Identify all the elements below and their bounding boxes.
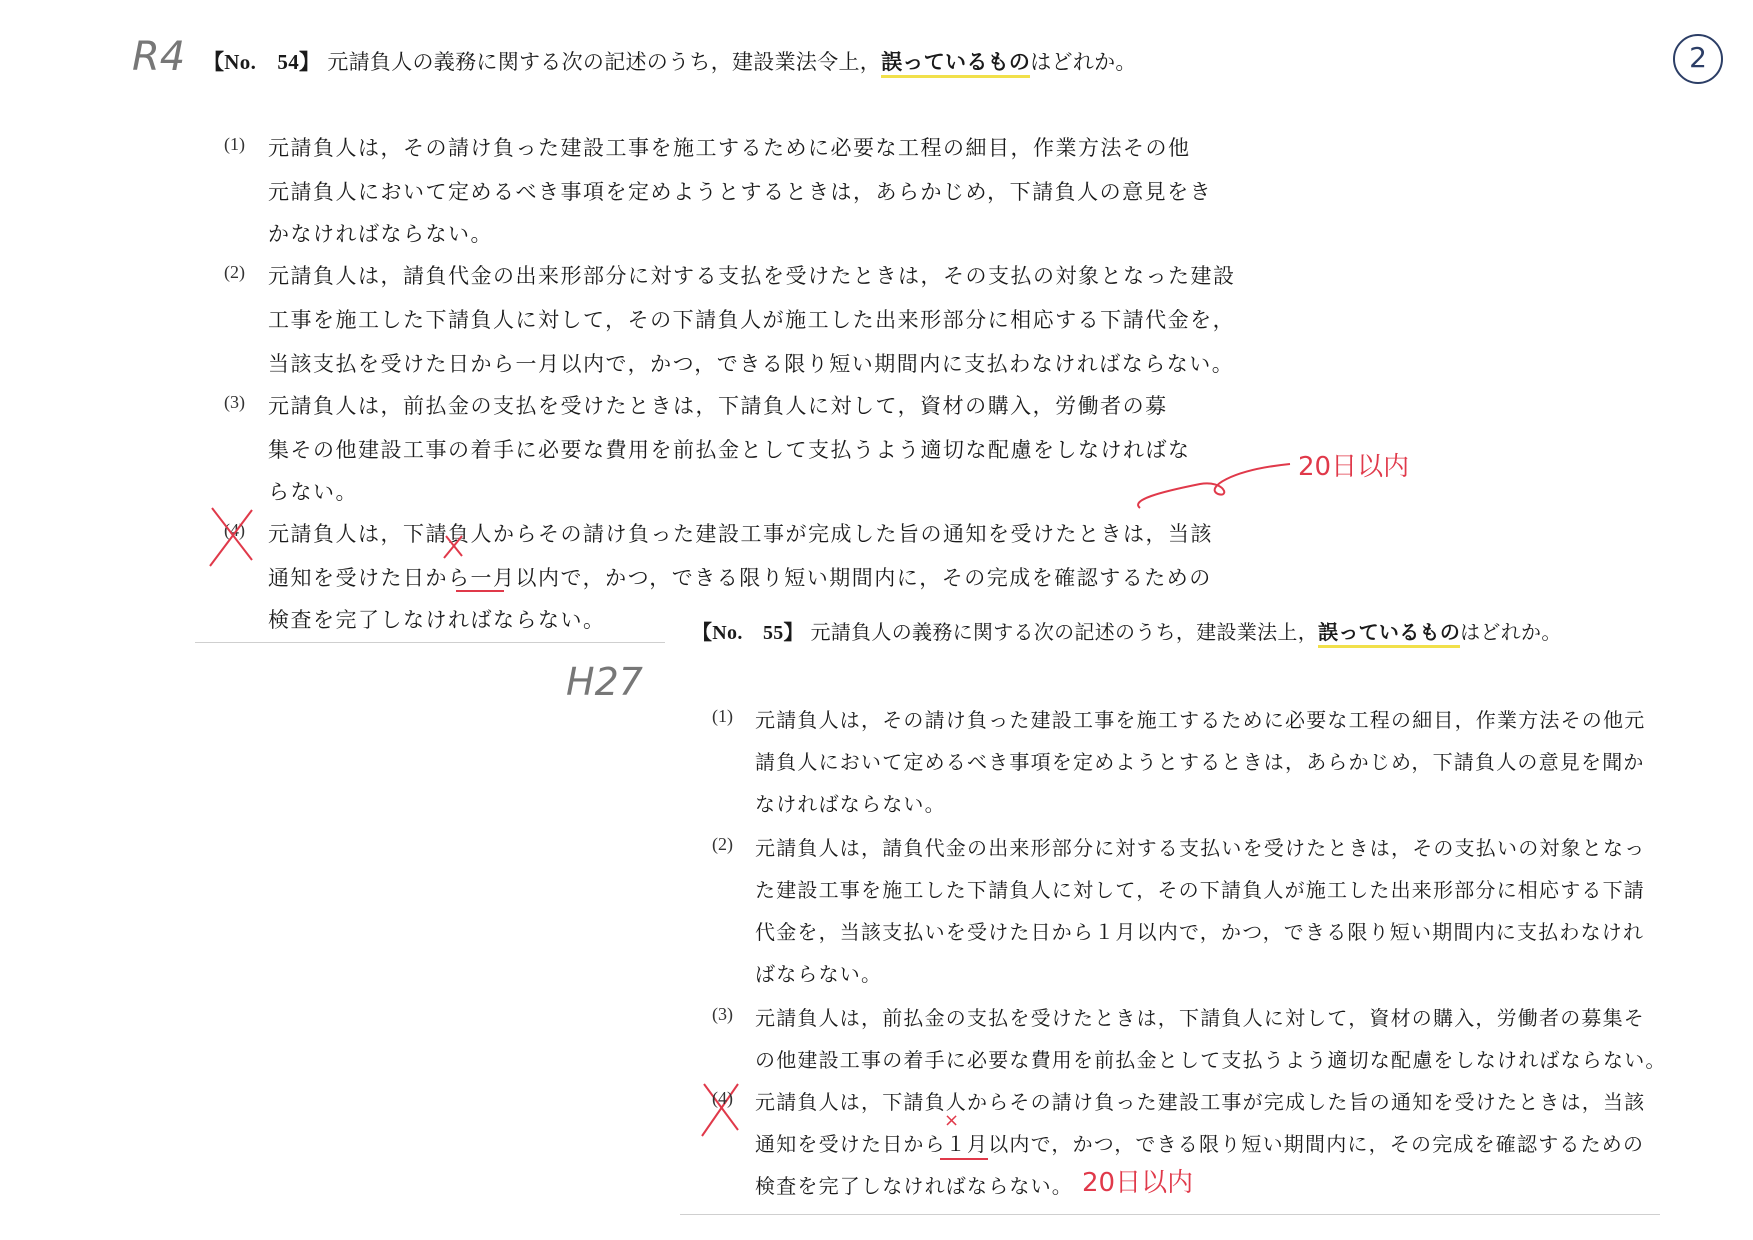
q54-opt3-mark: (3) bbox=[224, 392, 245, 412]
q54-prompt-highlight: 誤っているもの bbox=[881, 49, 1030, 78]
q55-opt4-line2: 通知を受けた日から１月以内で，かつ，できる限り短い期間内に，その完成を確認するための bbox=[755, 1132, 1645, 1156]
q55-opt1-line1: 元請負人は，その請け負った建設工事を施工するために必要な工程の細目，作業方法その他元 bbox=[755, 708, 1646, 732]
q55-bottom-divider bbox=[680, 1214, 1660, 1215]
q54-opt3-line3: らない。 bbox=[268, 480, 358, 504]
q55-number: 【No. 55】 bbox=[692, 622, 804, 644]
q54-small-cross-icon bbox=[444, 536, 462, 558]
q55-opt4-line3: 検査を完了しなければならない。 bbox=[755, 1174, 1073, 1198]
q55-opt4-mark: (4) bbox=[712, 1088, 733, 1108]
q54-opt2-line2: 工事を施工した下請負人に対して，その下請負人が施工した出来形部分に相応する下請代金を， bbox=[268, 308, 1236, 332]
q55-prompt-end: はどれか。 bbox=[1460, 620, 1562, 644]
q55-opt2-mark: (2) bbox=[712, 834, 733, 854]
q54-opt4-line3: 検査を完了しなければならない。 bbox=[268, 608, 606, 632]
q54-number: 【No. 54】 bbox=[203, 50, 321, 74]
q54-opt2-line1: 元請負人は，請負代金の出来形部分に対する支払を受けたときは，その支払の対象となった建設 bbox=[268, 264, 1236, 288]
q54-opt3-line1: 元請負人は，前払金の支払を受けたときは，下請負人に対して，資材の購入，労働者の募 bbox=[268, 394, 1168, 418]
q55-prompt-highlight: 誤っているもの bbox=[1318, 620, 1460, 648]
q55-opt2-line2: た建設工事を施工した下請負人に対して，その下請負人が施工した出来形部分に相応する下請 bbox=[755, 878, 1645, 902]
q55-opt1-line2: 請負人において定めるべき事項を定めようとするときは，あらかじめ，下請負人の意見を聞か bbox=[755, 750, 1645, 774]
q55-header bbox=[692, 616, 1562, 645]
q55-opt1-line3: なければならない。 bbox=[755, 792, 946, 816]
q55-opt3-mark: (3) bbox=[712, 1004, 733, 1024]
q54-opt1-line2: 元請負人において定めるべき事項を定めようとするときは，あらかじめ，下請負人の意見をき bbox=[268, 180, 1213, 204]
q54-opt1-mark: (1) bbox=[224, 134, 245, 154]
q55-prompt: 元請負人の義務に関する次の記述のうち，建設業法上， bbox=[810, 620, 1319, 644]
q55-opt1-mark: (1) bbox=[712, 706, 733, 726]
q54-opt1-line1: 元請負人は，その請け負った建設工事を施工するために必要な工程の細目，作業方法その他 bbox=[268, 136, 1191, 160]
q54-opt4-mark: (4) bbox=[224, 520, 245, 540]
q55-handwritten-note: 20日以内 bbox=[1082, 1168, 1194, 1198]
q55-opt4-line1: 元請負人は，下請負人からその請け負った建設工事が完成した旨の通知を受けたときは，当該 bbox=[755, 1090, 1646, 1114]
q55-opt2-line4: ばならない。 bbox=[755, 962, 883, 986]
q55-underline-1tsuki bbox=[940, 1158, 988, 1160]
q54-opt1-line3: かなければならない。 bbox=[268, 222, 493, 246]
q54-underline-ichigatsu bbox=[456, 590, 504, 592]
page-number-circle: 2 bbox=[1673, 34, 1723, 84]
q54-opt4-line2: 通知を受けた日から一月以内で，かつ，できる限り短い期間内に，その完成を確認するための bbox=[268, 566, 1212, 590]
handwritten-r4-label: R4 bbox=[132, 34, 186, 80]
q55-opt2-line3: 代金を，当該支払いを受けた日から１月以内で，かつ，できる限り短い期間内に支払わなけれ bbox=[755, 920, 1645, 944]
q54-cross-icon bbox=[210, 508, 252, 566]
q54-opt3-line2: 集その他建設工事の着手に必要な費用を前払金として支払うよう適切な配慮をしなければな bbox=[268, 438, 1191, 462]
q54-opt2-mark: (2) bbox=[224, 262, 245, 282]
q54-arrow-icon bbox=[1138, 464, 1290, 508]
handwritten-h27-label: H27 bbox=[566, 660, 643, 704]
q54-handwritten-note: 20日以内 bbox=[1298, 452, 1410, 482]
q54-prompt: 元請負人の義務に関する次の記述のうち，建設業法令上， bbox=[327, 50, 882, 74]
q55-small-cross-mark: × bbox=[944, 1110, 960, 1131]
q55-opt3-line2: の他建設工事の着手に必要な費用を前払金として支払うよう適切な配慮をしなければならない。 bbox=[755, 1048, 1667, 1072]
q54-opt2-line3: 当該支払を受けた日から一月以内で，かつ，できる限り短い期間内に支払わなければならない。 bbox=[268, 352, 1235, 376]
q54-prompt-end: はどれか。 bbox=[1030, 50, 1137, 74]
q55-opt2-line1: 元請負人は，請負代金の出来形部分に対する支払いを受けたときは，その支払いの対象となっ bbox=[755, 836, 1646, 860]
q55-opt3-line1: 元請負人は，前払金の支払を受けたときは，下請負人に対して，資材の購入，労働者の募集そ bbox=[755, 1006, 1645, 1030]
q54-opt4-line1: 元請負人は，下請負人からその請け負った建設工事が完成した旨の通知を受けたときは，当該 bbox=[268, 522, 1213, 546]
q54-bottom-divider bbox=[195, 642, 665, 643]
